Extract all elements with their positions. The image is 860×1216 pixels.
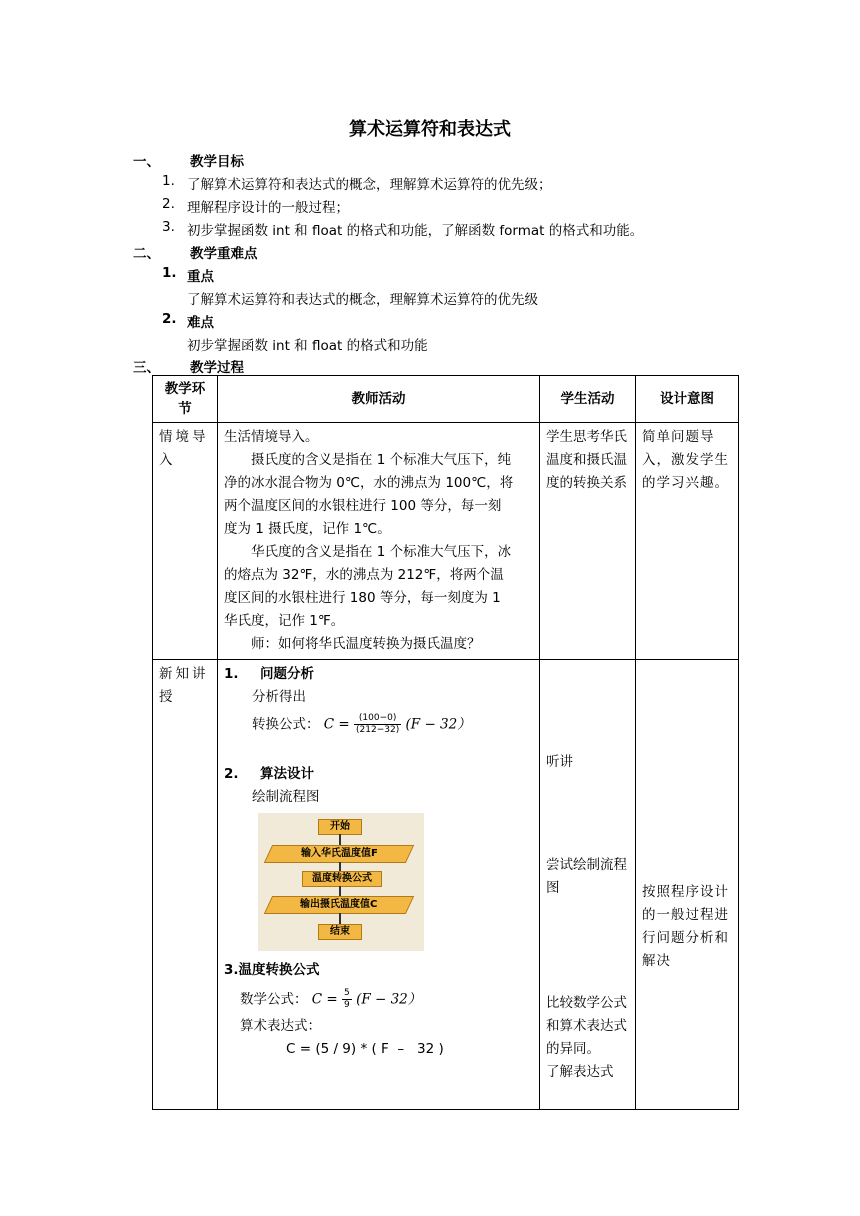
header-intent: 设计意图 bbox=[636, 376, 739, 423]
flow-input: 输入华氏温度值F bbox=[264, 845, 414, 863]
step-title: 问题分析 bbox=[260, 666, 314, 682]
design-intent-cell bbox=[636, 660, 739, 1110]
table-row bbox=[153, 423, 739, 660]
fraction-denominator: (212−32) bbox=[356, 725, 400, 735]
objective-number: 1. bbox=[162, 173, 175, 189]
step-title: 算法设计 bbox=[260, 765, 314, 782]
teaching-process-table bbox=[152, 375, 739, 1110]
formula-fraction bbox=[342, 988, 352, 1011]
objective-text: 了解算术运算符和表达式的概念，理解算术运算符的优先级； bbox=[187, 177, 552, 193]
section-number: 一、 bbox=[133, 154, 160, 170]
header-student: 学生活动 bbox=[540, 376, 636, 423]
teacher-line: 生活情境导入。 bbox=[224, 429, 319, 445]
keypoint-number: 1. bbox=[162, 265, 177, 281]
teacher-line: 净的冰水混合物为 0℃，水的沸点为 100℃，将 bbox=[224, 475, 514, 491]
teacher-line: 师：如何将华氏温度转换为摄氏温度？ bbox=[251, 636, 481, 652]
step-number: 1. bbox=[224, 666, 239, 682]
flow-arrow bbox=[339, 862, 341, 871]
formula-label: 数学公式： bbox=[240, 991, 308, 1007]
section-heading: 教学过程 bbox=[190, 360, 244, 376]
objective-text: 理解程序设计的一般过程； bbox=[187, 200, 349, 216]
flow-arrow bbox=[339, 886, 341, 896]
fraction-denominator: 9 bbox=[344, 999, 350, 1010]
keypoint-text: 初步掌握函数 int 和 float 的格式和功能 bbox=[187, 338, 428, 354]
keypoint-label: 重点 bbox=[187, 269, 214, 285]
header-stage: 教学环节 bbox=[153, 376, 218, 423]
stage-cell: 情境导入 bbox=[153, 423, 218, 660]
design-intent-cell: 简单问题导入，激发学生的学习兴趣。 bbox=[636, 423, 739, 660]
teacher-line: 度区间的水银柱进行 180 等分，每一刻度为 1 bbox=[224, 590, 501, 606]
student-note: 听讲 bbox=[546, 754, 573, 770]
design-intent-text: 按照程序设计的一般过程进行问题分析和解决 bbox=[642, 884, 729, 969]
math-formula bbox=[224, 988, 533, 1012]
section-heading: 教学重难点 bbox=[190, 246, 258, 262]
flow-start: 开始 bbox=[318, 819, 362, 835]
objective-text: 初步掌握函数 int 和 float 的格式和功能，了解函数 format 的格式和功能。 bbox=[187, 223, 644, 239]
step-text: 分析得出 bbox=[252, 689, 306, 705]
flow-process: 温度转换公式 bbox=[302, 871, 382, 887]
formula-lhs: C = bbox=[323, 716, 350, 733]
header-teacher: 教师活动 bbox=[218, 376, 540, 423]
teacher-line: 两个温度区间的水银柱进行 100 等分，每一刻 bbox=[224, 498, 502, 514]
formula-rhs: (F − 32） bbox=[356, 991, 422, 1007]
formula-lhs: C = bbox=[311, 991, 338, 1007]
arithmetic-expression: C = (5 / 9) * ( F – 32 ) bbox=[286, 1041, 444, 1057]
stage-cell: 新知讲授 bbox=[153, 660, 218, 1110]
objective-number: 3. bbox=[162, 219, 175, 235]
fraction-numerator: 5 bbox=[344, 987, 350, 998]
keypoint-number: 2. bbox=[162, 311, 177, 327]
expression-label: 算术表达式： bbox=[240, 1018, 321, 1034]
step-title: 3.温度转换公式 bbox=[224, 961, 320, 978]
fraction-numerator: (100−0) bbox=[354, 713, 401, 725]
objective-number: 2. bbox=[162, 196, 175, 212]
table-header-row bbox=[153, 376, 739, 423]
flowchart-image bbox=[258, 813, 424, 951]
flow-arrow bbox=[339, 834, 341, 845]
section-number: 三、 bbox=[133, 360, 160, 376]
formula-rhs: (F − 32） bbox=[405, 716, 471, 733]
student-activity-cell bbox=[540, 660, 636, 1110]
step-number: 2. bbox=[224, 765, 239, 782]
flow-arrow bbox=[339, 913, 341, 924]
student-note: 尝试绘制流程图 bbox=[546, 857, 627, 896]
teacher-line: 摄氏度的含义是指在 1 个标准大气压下，纯 bbox=[251, 452, 512, 468]
teacher-line: 华氏度的含义是指在 1 个标准大气压下，冰 bbox=[251, 544, 512, 560]
keypoint-label: 难点 bbox=[187, 315, 214, 331]
teacher-line: 华氏度，记作 1℉。 bbox=[224, 613, 345, 629]
student-note: 了解表达式 bbox=[546, 1064, 614, 1080]
conversion-formula bbox=[224, 713, 533, 737]
teacher-activity-cell bbox=[218, 660, 540, 1110]
step-text: 绘制流程图 bbox=[252, 788, 320, 805]
teacher-line: 度为 1 摄氏度，记作 1℃。 bbox=[224, 521, 391, 537]
page-title: 算术运算符和表达式 bbox=[349, 119, 511, 140]
table-row bbox=[153, 660, 739, 1110]
formula-label: 转换公式： bbox=[252, 716, 320, 733]
flow-output: 输出摄氏温度值C bbox=[264, 896, 414, 914]
teacher-activity-cell bbox=[218, 423, 540, 660]
flow-end: 结束 bbox=[318, 924, 362, 940]
teacher-line: 的熔点为 32℉，水的沸点为 212℉，将两个温 bbox=[224, 567, 504, 583]
formula-fraction bbox=[354, 713, 401, 736]
section-heading: 教学目标 bbox=[190, 154, 244, 170]
student-note: 比较数学公式和算术表达式的异同。 bbox=[546, 995, 627, 1057]
keypoint-text: 了解算术运算符和表达式的概念，理解算术运算符的优先级 bbox=[187, 292, 538, 308]
student-activity-cell: 学生思考华氏温度和摄氏温度的转换关系 bbox=[540, 423, 636, 660]
section-number: 二、 bbox=[133, 246, 160, 262]
